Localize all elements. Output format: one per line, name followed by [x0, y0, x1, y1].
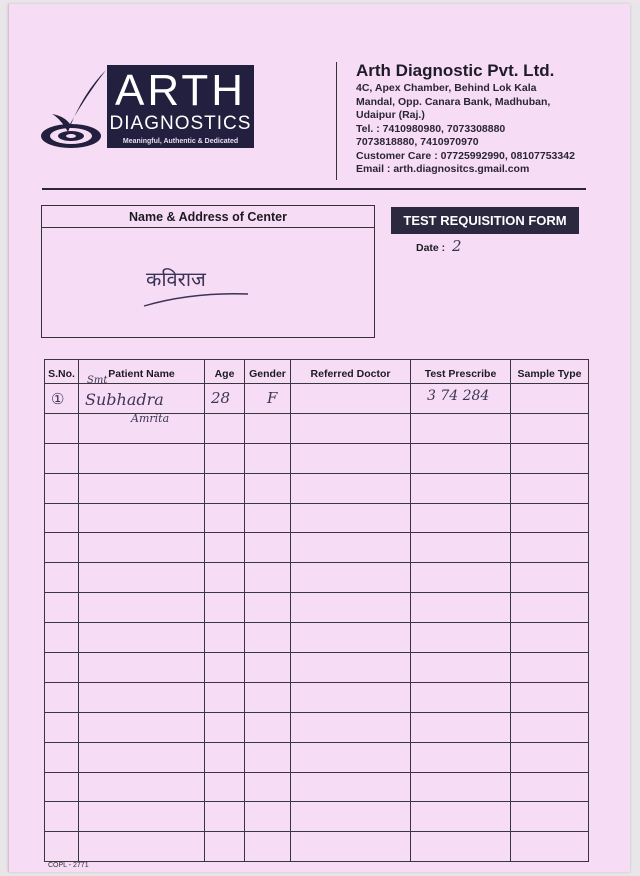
- cell-sample-type: [511, 473, 589, 503]
- address-line: 4C, Apex Chamber, Behind Lok Kala: [356, 82, 537, 94]
- table-row: [45, 682, 589, 712]
- cell-patient-name: [79, 593, 205, 623]
- cell-sample-type: [511, 384, 589, 414]
- table-row: [45, 593, 589, 623]
- cell-age: [205, 802, 245, 832]
- cell-sample-type: [511, 593, 589, 623]
- cell-sno: [45, 623, 79, 653]
- cell-referred-doctor: [291, 772, 411, 802]
- cell-sample-type: [511, 832, 589, 862]
- patient-name-value: Subhadra: [85, 390, 164, 409]
- cell-test-prescribe: [411, 443, 511, 473]
- cell-gender: [245, 473, 291, 503]
- cell-sample-type: [511, 533, 589, 563]
- cell-age: [205, 772, 245, 802]
- cell-test-prescribe: [411, 563, 511, 593]
- table-row: [45, 563, 589, 593]
- table-row: [45, 832, 589, 862]
- address-line: Udaipur (Raj.): [356, 109, 425, 121]
- cell-test-prescribe: [411, 623, 511, 653]
- cell-sample-type: [511, 772, 589, 802]
- form-code: COPL - 2771: [48, 862, 89, 869]
- cell-sno: [45, 593, 79, 623]
- cell-sample-type: [511, 443, 589, 473]
- cell-referred-doctor: [291, 802, 411, 832]
- logo-word-diagnostics: DIAGNOSTICS: [109, 113, 252, 134]
- cell-referred-doctor: [291, 653, 411, 683]
- table-row: [45, 802, 589, 832]
- cell-age: [205, 742, 245, 772]
- table-row: [45, 653, 589, 683]
- cell-sno: [45, 473, 79, 503]
- cell-gender: [245, 682, 291, 712]
- cell-test-prescribe: [411, 473, 511, 503]
- cell-referred-doctor: [291, 443, 411, 473]
- cell-gender: [245, 384, 291, 414]
- cell-sno: [45, 653, 79, 683]
- cell-gender: [245, 772, 291, 802]
- phone-line: 7073818880, 7410970970: [356, 136, 479, 148]
- cell-test-prescribe: [411, 503, 511, 533]
- logo-word-arth: ARTH: [115, 66, 246, 115]
- cell-sample-type: [511, 802, 589, 832]
- cell-gender: [245, 653, 291, 683]
- cell-gender: [245, 742, 291, 772]
- col-gender: Gender: [245, 360, 291, 384]
- cell-referred-doctor: [291, 533, 411, 563]
- center-heading: Name & Address of Center: [42, 206, 374, 228]
- cell-patient-name: [79, 802, 205, 832]
- cell-sample-type: [511, 742, 589, 772]
- center-address-box: [41, 205, 375, 338]
- cell-age: [205, 413, 245, 443]
- cell-gender: [245, 832, 291, 862]
- col-patient-name: Patient Name: [79, 360, 205, 384]
- cell-age: [205, 623, 245, 653]
- cell-referred-doctor: [291, 832, 411, 862]
- cell-referred-doctor: [291, 593, 411, 623]
- col-sno: S.No.: [45, 360, 79, 384]
- cell-gender: [245, 802, 291, 832]
- phone-line: Tel. : 7410980980, 7073308880: [356, 122, 506, 135]
- company-info: [356, 60, 626, 177]
- col-sample-type: Sample Type: [511, 360, 589, 384]
- table-header-row: [45, 360, 589, 384]
- cell-age: [205, 473, 245, 503]
- cell-age: [205, 832, 245, 862]
- table-row: [45, 384, 589, 414]
- cell-sample-type: [511, 712, 589, 742]
- cell-patient-name: [79, 443, 205, 473]
- center-handwritten-name: [142, 258, 262, 310]
- cell-patient-name: [79, 503, 205, 533]
- test-value: 3 74 284: [427, 388, 490, 404]
- cell-patient-name: [79, 682, 205, 712]
- table-row: [45, 413, 589, 443]
- cell-gender: [245, 533, 291, 563]
- customer-care-line: Customer Care : 07725992990, 08107753342: [356, 149, 575, 162]
- cell-patient-name: [79, 563, 205, 593]
- table-row: [45, 742, 589, 772]
- cell-test-prescribe: [411, 682, 511, 712]
- cell-gender: [245, 593, 291, 623]
- table-row: [45, 443, 589, 473]
- cell-patient-name: [79, 533, 205, 563]
- cell-test-prescribe: [411, 653, 511, 683]
- cell-sno: [45, 832, 79, 862]
- cell-patient-name: [79, 712, 205, 742]
- cell-gender: [245, 712, 291, 742]
- cell-patient-name: [79, 832, 205, 862]
- cell-test-prescribe: [411, 384, 511, 414]
- cell-referred-doctor: [291, 503, 411, 533]
- cell-gender: [245, 503, 291, 533]
- cell-test-prescribe: [411, 832, 511, 862]
- cell-patient-name: [79, 742, 205, 772]
- cell-referred-doctor: [291, 563, 411, 593]
- cell-age: [205, 593, 245, 623]
- cell-sample-type: [511, 682, 589, 712]
- cell-sno: [45, 413, 79, 443]
- date-label: Date :: [416, 242, 446, 254]
- cell-sample-type: [511, 653, 589, 683]
- patient-name-line2: Amrita: [131, 411, 170, 425]
- cell-test-prescribe: [411, 802, 511, 832]
- cell-sno: [45, 802, 79, 832]
- gender-value: F: [267, 389, 278, 407]
- col-referred-doctor: Referred Doctor: [291, 360, 411, 384]
- cell-sno: [45, 503, 79, 533]
- cell-test-prescribe: [411, 712, 511, 742]
- cell-age: [205, 712, 245, 742]
- cell-sno: [45, 682, 79, 712]
- cell-gender: [245, 623, 291, 653]
- cell-age: [205, 384, 245, 414]
- cell-sample-type: [511, 563, 589, 593]
- cell-age: [205, 503, 245, 533]
- table-row: [45, 533, 589, 563]
- cell-test-prescribe: [411, 413, 511, 443]
- col-test-prescribe: Test Prescribe: [411, 360, 511, 384]
- cell-referred-doctor: [291, 742, 411, 772]
- cell-sno: [45, 443, 79, 473]
- table-row: [45, 623, 589, 653]
- cell-sample-type: [511, 623, 589, 653]
- header-divider: [336, 62, 337, 180]
- cell-patient-name: [79, 623, 205, 653]
- address-line: Mandal, Opp. Canara Bank, Madhuban,: [356, 95, 551, 108]
- table-row: [45, 772, 589, 802]
- cell-test-prescribe: [411, 772, 511, 802]
- cell-patient-name: [79, 653, 205, 683]
- email-line: Email : arth.diagnositcs.gmail.com: [356, 163, 530, 175]
- table-row: [45, 503, 589, 533]
- cell-sno: [45, 772, 79, 802]
- cell-sno: [45, 563, 79, 593]
- sno-value: ①: [51, 390, 65, 408]
- table-row: [45, 712, 589, 742]
- cell-patient-name: [79, 473, 205, 503]
- logo-wordmark: [107, 65, 254, 148]
- cell-test-prescribe: [411, 533, 511, 563]
- cell-referred-doctor: [291, 712, 411, 742]
- cell-referred-doctor: [291, 623, 411, 653]
- cell-sample-type: [511, 413, 589, 443]
- cell-gender: [245, 413, 291, 443]
- cell-age: [205, 443, 245, 473]
- cell-referred-doctor: [291, 384, 411, 414]
- cell-patient-name: [79, 413, 205, 443]
- cell-age: [205, 682, 245, 712]
- age-value: 28: [211, 389, 231, 407]
- cell-referred-doctor: [291, 413, 411, 443]
- cell-patient-name: [79, 375, 205, 414]
- patient-prefix: Smt: [87, 375, 108, 386]
- form-title: TEST REQUISITION FORM: [391, 207, 579, 234]
- cell-sno: [45, 712, 79, 742]
- header-rule: [42, 188, 586, 190]
- cell-gender: [245, 563, 291, 593]
- date-value: 2: [452, 237, 462, 255]
- col-age: Age: [205, 360, 245, 384]
- patient-table: [44, 359, 588, 861]
- cell-test-prescribe: [411, 593, 511, 623]
- cell-sno: [45, 533, 79, 563]
- table-row: [45, 473, 589, 503]
- cell-referred-doctor: [291, 473, 411, 503]
- cell-sno: [45, 742, 79, 772]
- cell-age: [205, 563, 245, 593]
- cell-referred-doctor: [291, 682, 411, 712]
- svg-text:कविराज: कविराज: [146, 267, 206, 291]
- logo-tagline: Meaningful, Authentic & Dedicated: [122, 138, 239, 145]
- company-name: Arth Diagnostic Pvt. Ltd.: [356, 61, 555, 80]
- cell-test-prescribe: [411, 742, 511, 772]
- cell-sample-type: [511, 503, 589, 533]
- cell-patient-name: [79, 772, 205, 802]
- cell-age: [205, 533, 245, 563]
- cell-sno: [45, 384, 79, 414]
- cell-age: [205, 653, 245, 683]
- cell-gender: [245, 443, 291, 473]
- checkmark-target-icon: [38, 66, 108, 150]
